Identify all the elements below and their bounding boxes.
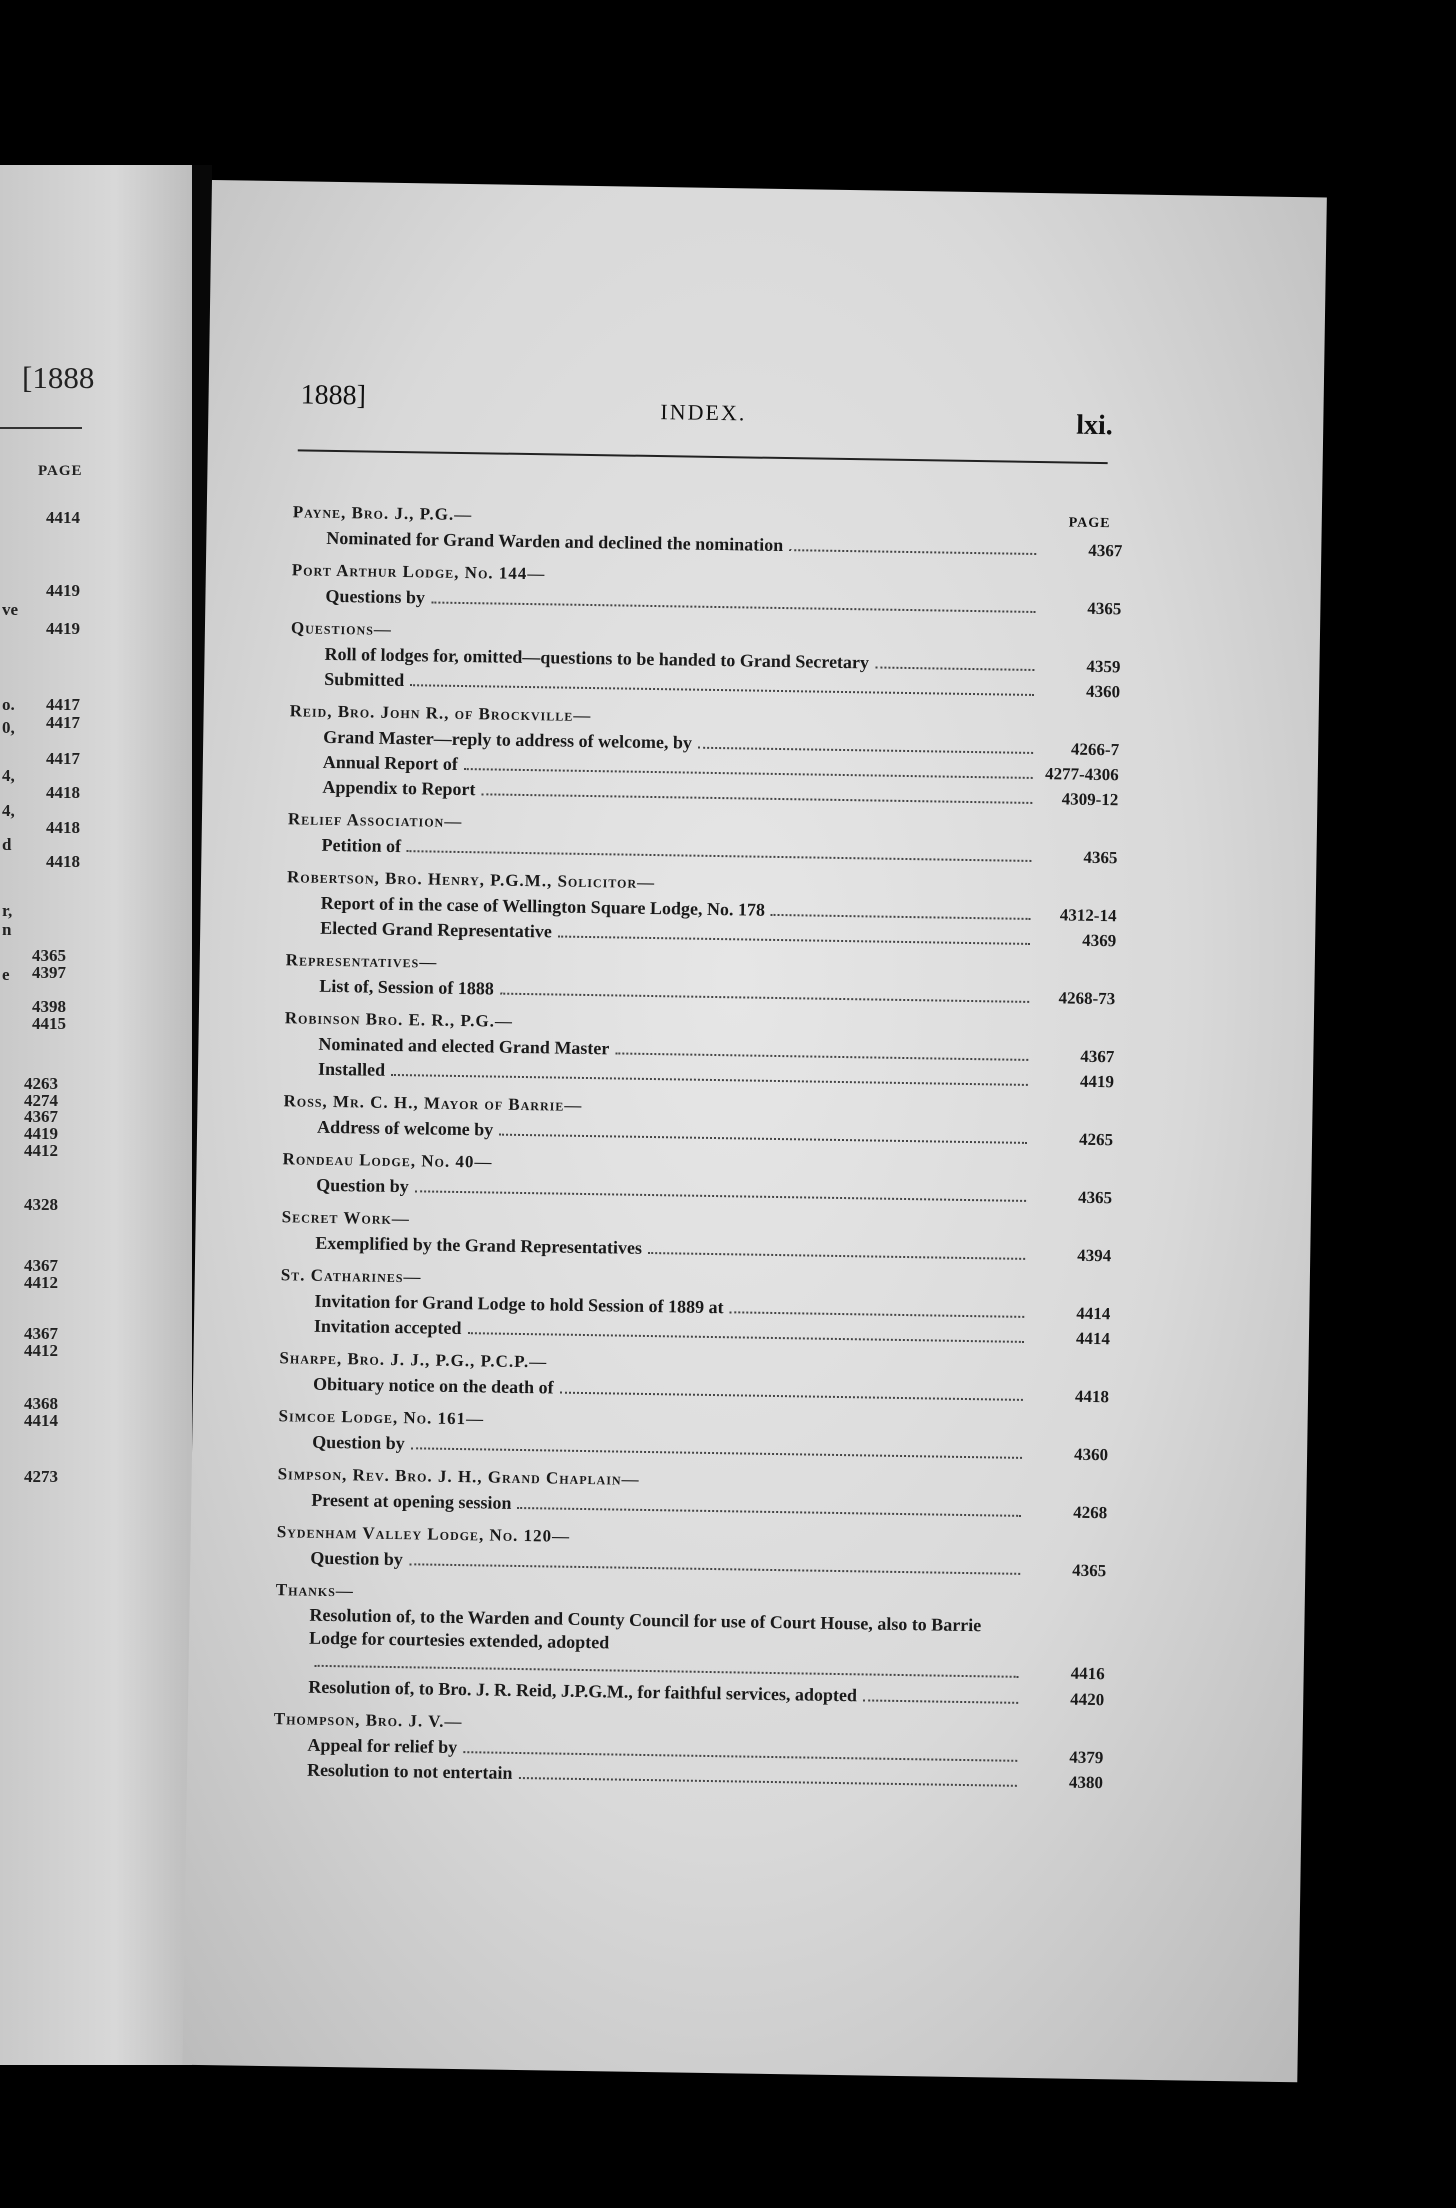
index-entry [291, 557, 1122, 621]
page-reference: 4414 [1076, 1303, 1111, 1324]
index-entry [290, 615, 1121, 704]
subentry-text: Address of welcome by [316, 1116, 494, 1140]
subentry-text: Exemplified by the Grand Representatives [315, 1232, 643, 1258]
dot-leader [771, 914, 1031, 920]
subentry-text: Questions by [325, 585, 426, 608]
page-reference: 4379 [1069, 1747, 1104, 1768]
left-page-number: 4418 [46, 852, 80, 871]
index-heading: Payne, Bro. J., P.G.— [292, 502, 473, 525]
left-page-fragment: n [2, 920, 12, 939]
page-reference: 4309-12 [1061, 789, 1119, 810]
left-page-fragment: o. [2, 695, 15, 714]
dot-leader [411, 1447, 1022, 1459]
left-page-number: 4365 [32, 946, 66, 965]
left-page-number: 4417 [46, 713, 80, 732]
page-reference: 4367 [1088, 540, 1123, 561]
index-entry [277, 1461, 1108, 1525]
page-reference: 4416 [1070, 1663, 1105, 1684]
subentry-text: Installed [317, 1058, 386, 1080]
page-reference: 4268-73 [1058, 988, 1116, 1009]
index-entry [279, 1345, 1110, 1409]
left-page-number: 4367 [24, 1256, 58, 1275]
left-page-number: 4368 [24, 1394, 58, 1413]
index-heading: Sharpe, Bro. J. J., P.G., P.C.P.— [279, 1348, 548, 1372]
index-entry [292, 499, 1123, 563]
page-reference: 4420 [1070, 1689, 1105, 1710]
index-entry [274, 1577, 1106, 1712]
left-page-number: 4418 [46, 783, 80, 802]
subentry-text: Invitation accepted [313, 1315, 462, 1339]
subentry-text: Nominated for Grand Warden and declined the nomination [326, 527, 784, 556]
left-page-number: 4273 [24, 1467, 58, 1486]
left-page-number: 4412 [24, 1141, 58, 1160]
subentry-text: Present at opening session [311, 1489, 512, 1513]
index-entry [286, 864, 1117, 953]
subentry-text: Grand Master—reply to address of welcome, by [323, 726, 693, 753]
page-reference: 4312-14 [1059, 905, 1117, 926]
left-page-number: 4412 [24, 1273, 58, 1292]
index-heading: Port Arthur Lodge, No. 144— [291, 560, 546, 584]
page-reference: 4277-4306 [1044, 764, 1119, 785]
page-reference: 4414 [1075, 1328, 1111, 1349]
dot-leader [410, 684, 1034, 696]
dot-leader [407, 850, 1031, 862]
left-page-number: 4419 [46, 581, 80, 600]
index-entry [285, 947, 1116, 1011]
dot-leader [698, 747, 1033, 754]
index-entry [276, 1519, 1107, 1583]
subentry-text: Roll of lodges for, omitted—questions to be handed to Grand Secretary [324, 643, 870, 673]
page-reference: 4265 [1078, 1129, 1114, 1150]
subentry-text: Appendix to Report [322, 776, 476, 800]
page-column-label: PAGE [1068, 515, 1111, 532]
page-reference: 4360 [1085, 681, 1121, 702]
index-heading: Questions— [290, 618, 393, 639]
subentry-text: Report of in the case of Wellington Square Lodge, No. 178 [320, 892, 766, 920]
running-head-year: 1888] [300, 379, 367, 412]
index-heading: St. Catharines— [280, 1265, 422, 1287]
subentry-text: Elected Grand Representative [320, 917, 553, 942]
index-entry [278, 1403, 1109, 1467]
left-page-number: 4415 [32, 1014, 66, 1033]
index-heading: Thompson, Bro. J. V.— [273, 1709, 463, 1732]
left-page-number: 4263 [24, 1074, 58, 1093]
index-entry [283, 1088, 1114, 1152]
subentry-text: Petition of [321, 834, 402, 857]
left-page-number: 4417 [46, 749, 80, 768]
subentry-text: Question by [312, 1431, 405, 1454]
page-reference: 4418 [1074, 1386, 1110, 1407]
left-page-number: 4397 [32, 963, 66, 982]
page-reference: 4365 [1087, 598, 1122, 619]
left-facing-page [0, 165, 192, 2065]
dot-leader [464, 768, 1033, 779]
left-page-number: 4367 [24, 1107, 58, 1126]
index-subentry [275, 1603, 1106, 1687]
subentry-text: Resolution of, to the Warden and County Council for use of Court House, also to Barrie Lodge for courtesies extended, adopted [308, 1604, 982, 1653]
index-heading: Rondeau Lodge, No. 40— [282, 1149, 493, 1172]
left-page-number: 4398 [32, 997, 66, 1016]
left-page-fragment: 4, [2, 766, 15, 785]
subentry-text: Nominated and elected Grand Master [318, 1033, 610, 1059]
index-heading: Simcoe Lodge, No. 161— [278, 1406, 485, 1429]
left-page-year: [1888 [22, 360, 95, 395]
dot-leader [415, 1190, 1026, 1202]
page-reference: 4365 [1083, 847, 1118, 868]
dot-leader [517, 1507, 1021, 1517]
dot-leader [615, 1052, 1028, 1060]
index-entry [273, 1706, 1104, 1795]
dot-leader [391, 1074, 1028, 1086]
index-heading: Ross, Mr. C. H., Mayor of Barrie— [283, 1091, 583, 1115]
index-page [182, 180, 1326, 2082]
left-page-number: 4419 [46, 619, 80, 638]
page-reference: 4367 [1080, 1046, 1115, 1067]
left-page-number: 4414 [24, 1411, 58, 1430]
page-reference: 4369 [1082, 930, 1117, 951]
dot-leader [729, 1311, 1024, 1318]
left-page-fragment: 0, [2, 718, 15, 737]
left-page-number: 4412 [24, 1341, 58, 1360]
left-page-fragment: e [2, 965, 10, 984]
left-page-fragment: ve [2, 600, 19, 619]
index-heading: Robinson Bro. E. R., P.G.— [284, 1008, 514, 1031]
index-entry [282, 1146, 1113, 1210]
page-reference: 4360 [1073, 1444, 1109, 1465]
dot-leader [875, 666, 1035, 671]
index-entry [284, 1005, 1115, 1094]
left-page-fragment: d [2, 835, 12, 854]
dot-leader [409, 1563, 1020, 1575]
dot-leader [559, 1392, 1022, 1401]
left-page-number: 4418 [46, 818, 80, 837]
page-number: lxi. [1076, 409, 1114, 442]
subentry-text: Appeal for relief by [307, 1734, 458, 1758]
subentry-text: Annual Report of [322, 751, 459, 774]
index-list [273, 499, 1123, 1802]
index-entry [288, 698, 1119, 812]
page-reference: 4359 [1086, 656, 1121, 677]
index-heading: Representatives— [285, 950, 438, 972]
page-reference: 4268 [1073, 1502, 1108, 1523]
dot-leader [518, 1777, 1016, 1787]
index-heading: Thanks— [275, 1580, 355, 1601]
dot-leader [481, 793, 1032, 804]
index-entry [287, 806, 1118, 870]
left-page-fragment: r, [2, 901, 13, 920]
subentry-text: Resolution to not entertain [306, 1759, 513, 1783]
dot-leader [863, 1699, 1018, 1703]
index-heading: Relief Association— [287, 809, 463, 832]
left-page-number: 4417 [46, 695, 80, 714]
page-reference: 4365 [1072, 1560, 1107, 1581]
dot-leader [789, 549, 1036, 555]
subentry-text: Submitted [324, 668, 405, 691]
left-header-rule [0, 427, 82, 429]
index-heading: Sydenham Valley Lodge, No. 120— [276, 1522, 571, 1546]
left-page-number: 4367 [24, 1324, 58, 1343]
dot-leader [431, 601, 1035, 612]
left-page-number: 4274 [24, 1091, 58, 1110]
page-reference: 4380 [1068, 1772, 1104, 1793]
page-reference: 4419 [1079, 1071, 1115, 1092]
index-heading: Reid, Bro. John R., of Brockville— [289, 701, 592, 726]
index-heading: Simpson, Rev. Bro. J. H., Grand Chaplain— [277, 1464, 640, 1489]
dot-leader [467, 1332, 1023, 1343]
dot-leader [648, 1252, 1025, 1260]
index-heading: Robertson, Bro. Henry, P.G.M., Solicitor— [286, 867, 656, 893]
dot-leader [499, 1134, 1027, 1144]
running-head-title: INDEX. [660, 399, 747, 426]
dot-leader [558, 936, 1030, 945]
page-reference: 4266-7 [1070, 739, 1120, 760]
header-rule [298, 449, 1108, 464]
index-entry [281, 1204, 1112, 1268]
page-reference: 4365 [1077, 1187, 1113, 1208]
page-reference: 4394 [1077, 1245, 1112, 1266]
left-page-fragment: 4, [2, 801, 15, 820]
left-page-number: 4414 [46, 508, 80, 527]
subentry-text: Question by [310, 1547, 404, 1570]
subentry-text: Obituary notice on the death of [312, 1373, 554, 1398]
index-entry [280, 1262, 1111, 1351]
index-heading: Secret Work— [281, 1207, 410, 1229]
left-page-column-label: PAGE [38, 463, 83, 479]
subentry-text: Question by [316, 1174, 409, 1197]
subentry-text: Resolution of, to Bro. J. R. Reid, J.P.G.M., for faithful services, adopted [308, 1676, 858, 1706]
left-page-number: 4419 [24, 1124, 58, 1143]
subentry-text: Invitation for Grand Lodge to hold Session of 1889 at [314, 1290, 724, 1318]
dot-leader [463, 1751, 1017, 1762]
subentry-text: List of, Session of 1888 [319, 975, 495, 999]
dot-leader [500, 993, 1029, 1003]
left-page-number: 4328 [24, 1195, 58, 1214]
